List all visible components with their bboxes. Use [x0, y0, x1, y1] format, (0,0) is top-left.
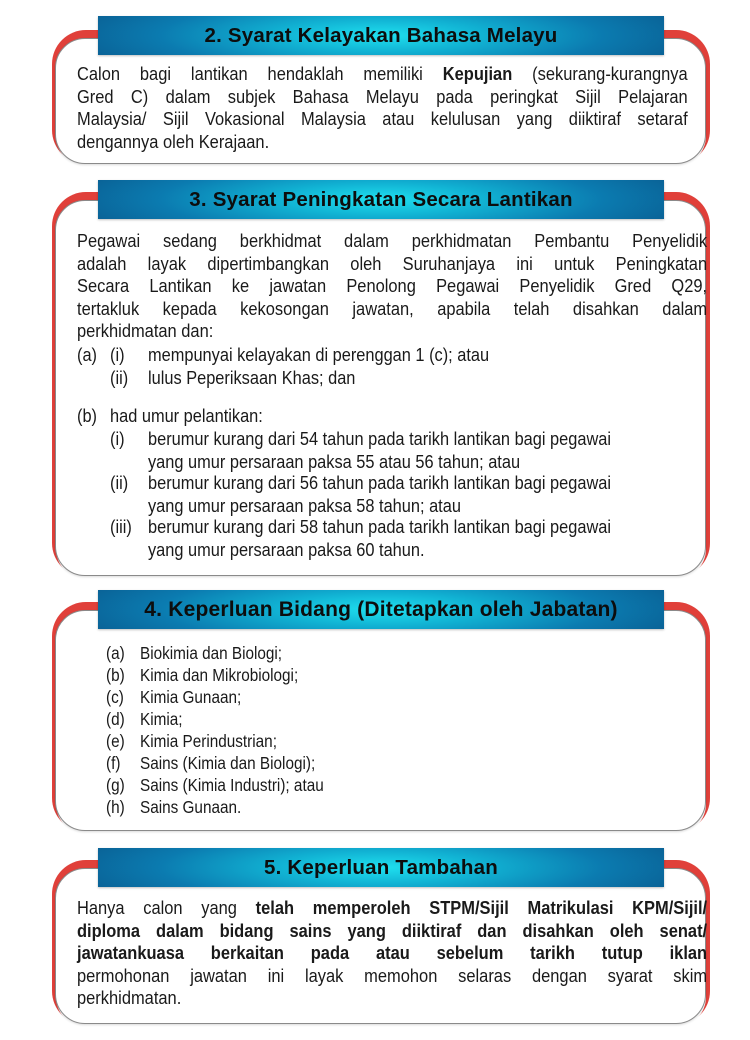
text-run: (sekurang-kurangnya: [512, 63, 688, 84]
list-label: (g): [106, 775, 125, 795]
list-item-text: berumur kurang dari 58 tahun pada tarikh lantikan bagi pegawai: [148, 516, 612, 537]
list-item-text: Kimia;: [140, 709, 183, 729]
body-line: Pegawai sedang berkhidmat dalam perkhidmatan Pembantu Penyelidik: [77, 230, 708, 251]
list-item-text: Kimia Gunaan;: [140, 687, 242, 707]
body-line: diploma dalam bidang sains yang diiktiraf dan disahkan oleh senat/: [77, 919, 708, 941]
section-title: 5. Keperluan Tambahan: [264, 855, 498, 879]
body-line: dengannya oleh Kerajaan.: [77, 130, 270, 152]
section-body: [77, 897, 707, 1010]
section-title: 3. Syarat Peningkatan Secara Lantikan: [189, 187, 573, 211]
list-label: (b): [106, 665, 125, 685]
body-line: Malaysia/ Sijil Vokasional Malaysia atau kelulusan yang diiktiraf setaraf: [77, 108, 688, 129]
list-item-text: mempunyai kelayakan di perenggan 1 (c); atau: [148, 344, 490, 365]
list-item-text: Kimia Perindustrian;: [140, 731, 277, 751]
list-item-text: yang umur persaraan paksa 58 tahun; atau: [148, 495, 461, 516]
list-label: (iii): [110, 516, 132, 537]
list-label: (a): [77, 344, 98, 365]
body-line: perkhidmatan.: [77, 987, 182, 1008]
list-item: [106, 642, 140, 665]
list-label: (d): [106, 709, 125, 729]
body-line: jawatankuasa berkaitan pada atau sebelum tarikh tutup iklan: [77, 942, 708, 963]
body-line: permohonan jawatan ini layak memohon selaras dengan syarat skim: [77, 964, 708, 986]
section-body: [77, 63, 705, 153]
list-label: (ii): [110, 367, 129, 388]
list-item-text: Sains (Kimia dan Biologi);: [140, 753, 316, 773]
body-line: [77, 897, 707, 920]
section-body: [77, 230, 707, 343]
list-item-text: yang umur persaraan paksa 55 atau 56 tahun; atau: [148, 451, 521, 472]
list-label: (f): [106, 753, 121, 773]
list-item-text: yang umur persaraan paksa 60 tahun.: [148, 539, 425, 560]
emphasis-text: telah memperoleh STPM/Sijil Matrikulasi KPM/Sijil/: [255, 897, 708, 918]
text-run: Hanya calon yang: [77, 897, 256, 918]
list-label: (i): [110, 428, 125, 449]
body-line: Gred C) dalam subjek Bahasa Melayu pada peringkat Sijil Pelajaran: [77, 85, 688, 107]
section-header-band: [98, 590, 664, 629]
body-line: adalah layak dipertimbangkan oleh Suruhanjaya ini untuk Peningkatan: [77, 252, 708, 274]
section-header-band: [98, 16, 664, 55]
list-item-text: lulus Peperiksaan Khas; dan: [148, 367, 356, 388]
body-line: tertakluk kepada kekosongan jawatan, apabila telah disahkan dalam: [77, 297, 708, 319]
list-label: (e): [106, 731, 125, 751]
body-line: [77, 63, 688, 86]
list-label: (i): [110, 344, 125, 365]
list-item-text: Kimia dan Mikrobiologi;: [140, 665, 299, 685]
list-item-text: had umur pelantikan:: [110, 405, 263, 426]
section-header-band: [98, 180, 664, 219]
list-label: (ii): [110, 472, 129, 493]
emphasis-kepujian: Kepujian: [442, 63, 513, 84]
list-label: (b): [77, 405, 98, 426]
text-run: Calon bagi lantikan hendaklah memiliki: [77, 63, 443, 84]
list-label: (a): [106, 643, 125, 663]
section-title: 4. Keperluan Bidang (Ditetapkan oleh Jabatan): [144, 597, 618, 621]
list-item-text: Biokimia dan Biologi;: [140, 643, 283, 663]
section-title: 2. Syarat Kelayakan Bahasa Melayu: [204, 23, 558, 47]
section-header-band: [98, 848, 664, 887]
list-item-text: berumur kurang dari 56 tahun pada tarikh lantikan bagi pegawai: [148, 472, 612, 493]
list-item-text: berumur kurang dari 54 tahun pada tarikh lantikan bagi pegawai: [148, 428, 612, 449]
list-label: (c): [106, 687, 124, 707]
body-line: Secara Lantikan ke jawatan Penolong Pegawai Penyelidik Gred Q29,: [77, 275, 708, 296]
list-item-text: Sains (Kimia Industri); atau: [140, 775, 324, 795]
list-item-text: Sains Gunaan.: [140, 797, 242, 817]
body-line: perkhidmatan dan:: [77, 320, 214, 341]
list-label: (h): [106, 797, 125, 817]
